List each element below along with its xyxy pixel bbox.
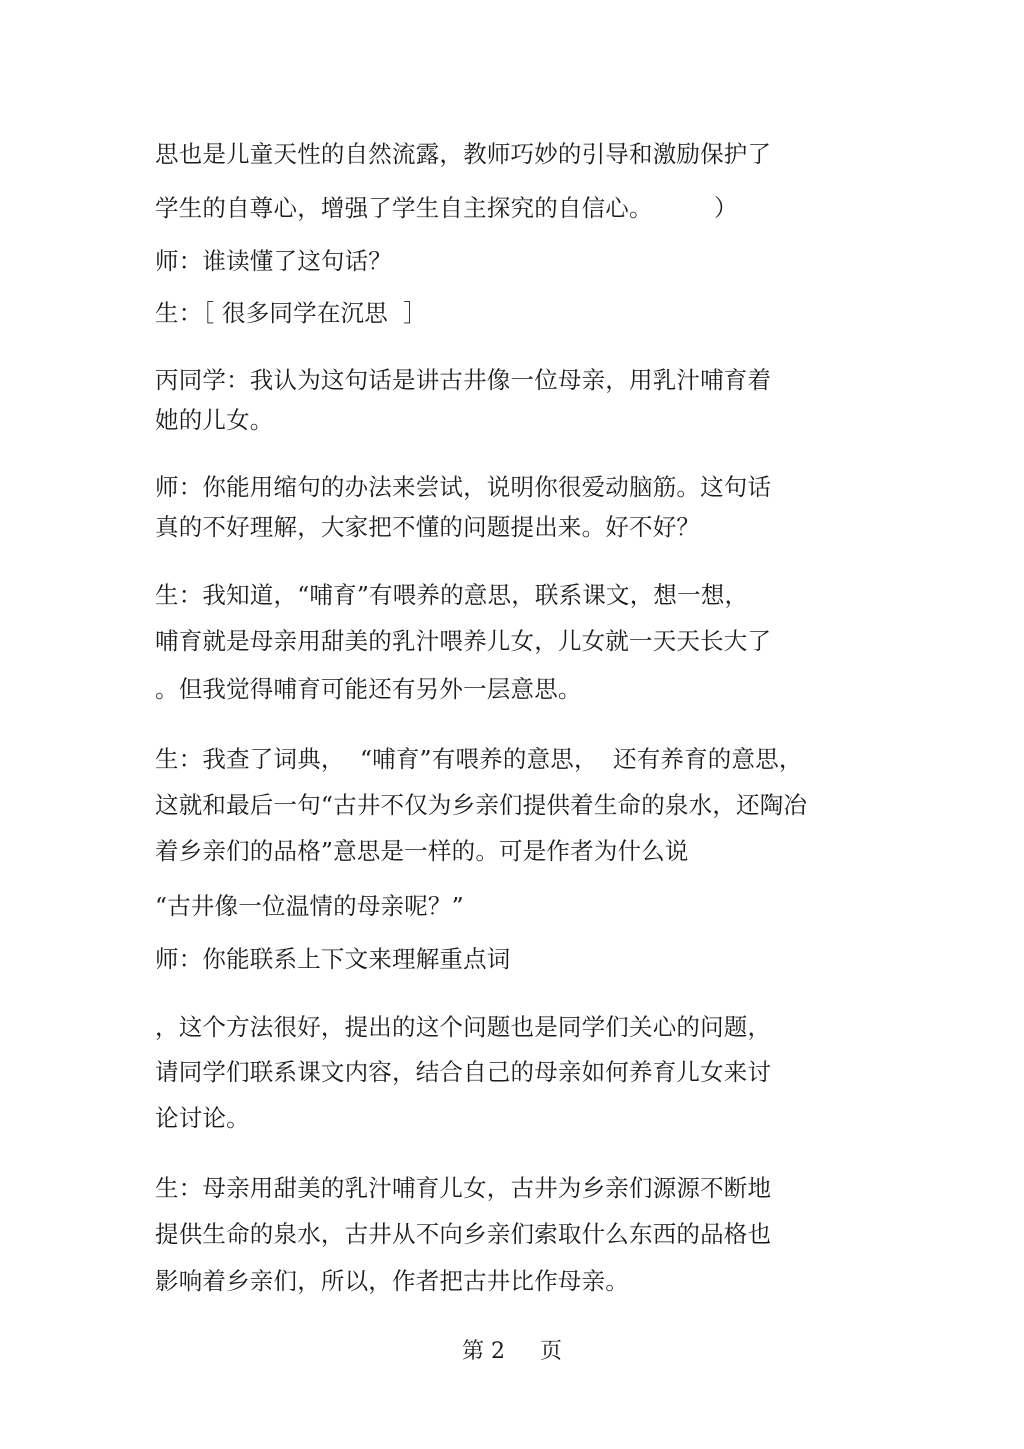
text-line: 论讨论。 [155, 1104, 250, 1132]
text-line: 生：我查了词典， “哺育”有喂养的意思， 还有养育的意思， [155, 745, 803, 773]
text-line: 生：母亲用甜美的乳汁哺育儿女，古井为乡亲们源源不断地 [155, 1174, 772, 1202]
text-line: 她的儿女。 [155, 406, 274, 434]
text-line: 真的不好理解，大家把不懂的问题提出来。好不好？ [155, 513, 701, 541]
text-line: 请同学们联系课文内容，结合自己的母亲如何养育儿女来讨 [155, 1058, 772, 1086]
text-line: 思也是儿童天性的自然流露，教师巧妙的引导和激励保护了 [155, 140, 772, 168]
text-line: 提供生命的泉水，古井从不向乡亲们索取什么东西的品格也 [155, 1220, 772, 1248]
text-line: 生：［ 很多同学在沉思 ］ [155, 299, 427, 327]
text-line: 这就和最后一句“古井不仅为乡亲们提供着生命的泉水，还陶冶 [155, 791, 808, 819]
text-line: 师：你能联系上下文来理解重点词 [155, 945, 511, 973]
text-line: 影响着乡亲们，所以，作者把古井比作母亲。 [155, 1267, 629, 1295]
text-line: 学生的自尊心，增强了学生自主探究的自信心。 ） [155, 194, 738, 222]
text-line: “古井像一位温情的母亲呢？” [155, 892, 464, 920]
page-number: 第 2 页 [462, 1339, 562, 1364]
text-line: 师：你能用缩句的办法来尝试，说明你很爱动脑筋。这句话 [155, 473, 772, 501]
text-line: 着乡亲们的品格”意思是一样的。可是作者为什么说 [155, 837, 689, 865]
text-line: 师：谁读懂了这句话？ [155, 247, 392, 275]
text-line: ，这个方法很好，提出的这个问题也是同学们关心的问题， [155, 1013, 772, 1041]
text-line: 生：我知道，“哺育”有喂养的意思，联系课文，想一想， [155, 581, 749, 609]
text-line: 哺育就是母亲用甜美的乳汁喂养儿女，儿女就一天天长大了 [155, 627, 772, 655]
text-line: 丙同学：我认为这句话是讲古井像一位母亲，用乳汁哺育着 [155, 366, 772, 394]
text-line: 。但我觉得哺育可能还有另外一层意思。 [155, 675, 582, 703]
